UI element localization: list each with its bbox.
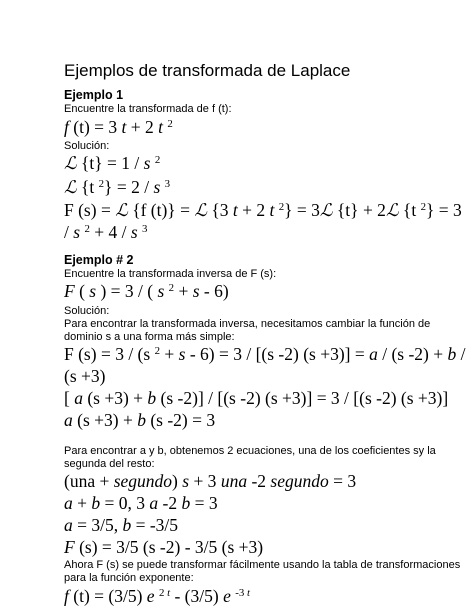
example-2-prompt: Encuentre la transformada inversa de F (s): bbox=[64, 268, 277, 280]
example-2-equation-3: a (s +3) + b (s -2) = 3 bbox=[64, 410, 216, 430]
example-2-paragraph-line-1: Para encontrar a y b, obtenemos 2 ecuaciones, una de los coeficientes sy la bbox=[64, 445, 436, 457]
example-2-function: F ( s ) = 3 / ( s $^2$ + s - 6) bbox=[64, 281, 229, 301]
example-2-equation-6: a = 3/5, b = -3/5 bbox=[64, 515, 179, 535]
example-2-equation-2: [ a (s +3) + b (s -2)] / [(s -2) (s +3)] = 3 / [(s -2) (s +3)] bbox=[64, 388, 449, 408]
example-1-result-line-1: F (s) = ℒ {f (t)} = ℒ {3 t + 2 t $^2$} = 3ℒ {t} + 2ℒ {t $^2$} = 3 bbox=[64, 200, 462, 220]
example-1-result-line-2: / s $^2$ + 4 / s $^3$ bbox=[64, 222, 148, 242]
example-2-equation-4: (una + segundo) s + 3 una -2 segundo = 3 bbox=[64, 471, 357, 491]
example-2-equation-5: a + b = 0, 3 a -2 b = 3 bbox=[64, 493, 218, 513]
document-title: Ejemplos de transformada de Laplace bbox=[64, 61, 351, 80]
example-2-equation-7: F (s) = 3/5 (s -2) - 3/5 (s +3) bbox=[64, 537, 264, 557]
example-2-heading: Ejemplo # 2 bbox=[64, 253, 134, 267]
example-2-final-text-line-2: para la función exponente: bbox=[64, 572, 194, 584]
example-2-paragraph-line-2: segunda del resto: bbox=[64, 458, 155, 470]
example-2-final-text-line-1: Ahora F (s) se puede transformar fácilmente usando la tabla de transformaciones bbox=[64, 559, 461, 571]
example-1-rule-2: ℒ {t $^2$} = 2 / s $^3$ bbox=[64, 177, 171, 197]
example-2-solution-label: Solución: bbox=[64, 305, 110, 317]
example-1-prompt: Encuentre la transformada de f (t): bbox=[64, 103, 232, 115]
example-2-equation-1-line-2: (s +3) bbox=[64, 366, 106, 386]
example-1-solution-label: Solución: bbox=[64, 140, 110, 152]
example-1-heading: Ejemplo 1 bbox=[64, 88, 124, 102]
example-1-rule-1: ℒ {t} = 1 / s $^2$ bbox=[64, 153, 161, 173]
example-2-equation-1-line-1: F (s) = 3 / (s $^2$ + s - 6) = 3 / [(s -2) (s +3)] = a / (s -2) + b / bbox=[64, 344, 466, 364]
example-2-final-equation: f (t) = (3/5) e $^{2 t}$ - (3/5) e $^{-3 t}$ bbox=[64, 586, 250, 606]
example-1-function: f (t) = 3 t + 2 t $^2$ bbox=[64, 117, 173, 137]
example-2-explain-line-2: dominio s a una forma más simple: bbox=[64, 331, 235, 343]
example-2-explain-line-1: Para encontrar la transformada inversa, necesitamos cambiar la función de bbox=[64, 318, 431, 330]
